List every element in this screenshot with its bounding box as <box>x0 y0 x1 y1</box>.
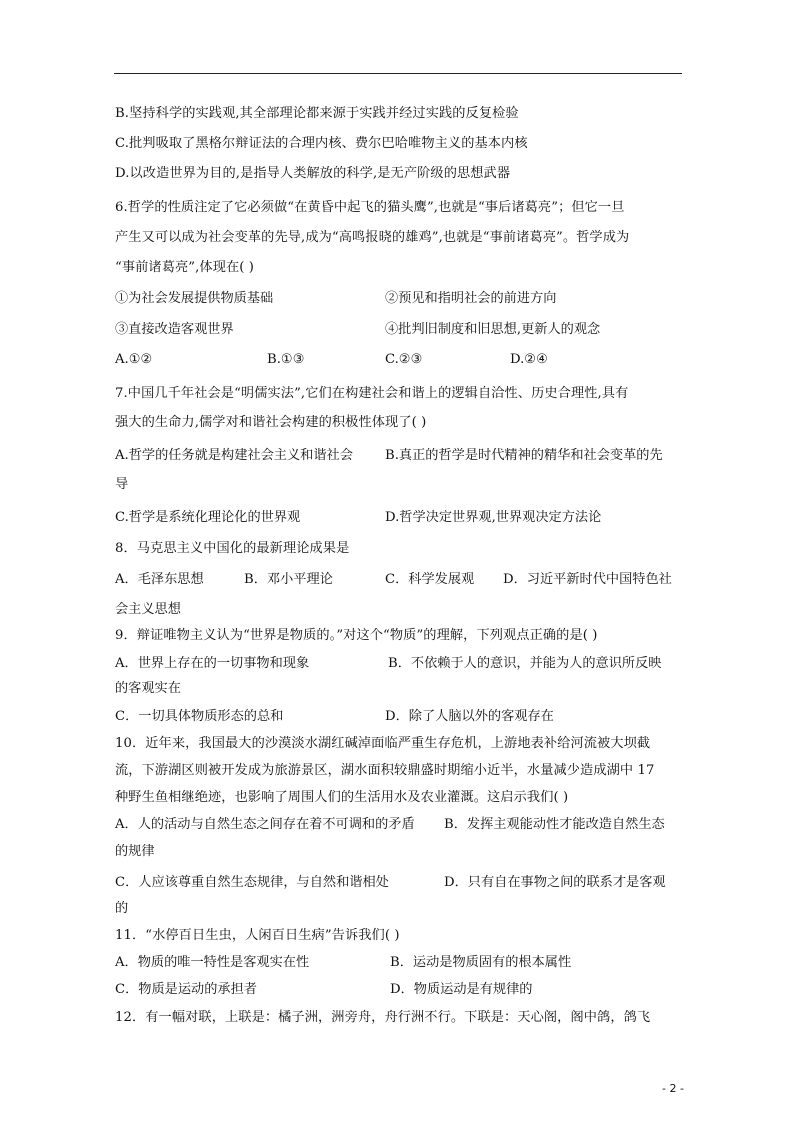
page-number: - 2 - <box>662 1082 684 1095</box>
q11-stem: 11．“水停百日生虫，人闲百日生病”告诉我们( ) <box>115 928 400 943</box>
q7-stem-line-1: 7.中国几千年社会是“明儒实法”,它们在构建社会和谐上的逻辑自洽性、历史合理性,具有 <box>115 386 629 401</box>
q7-option-b-cont: 导 <box>115 477 129 492</box>
q6-item-1: ①为社会发展提供物质基础 <box>115 291 274 306</box>
q10-option-c: C．人应该尊重自然生态规律，与自然和谐相处 <box>115 875 389 890</box>
q9-option-d: D．除了人脑以外的客观存在 <box>385 709 554 724</box>
q10-option-b-cont: 的规律 <box>115 844 155 859</box>
q8-option-d: D．习近平新时代中国特色社 <box>503 572 672 587</box>
q7-option-d: D.哲学决定世界观,世界观决定方法论 <box>385 510 602 525</box>
q6-stem-line-3: “事前诸葛亮”,体现在( ) <box>115 260 255 275</box>
q6-item-3: ③直接改造客观世界 <box>115 322 234 337</box>
q9-option-b: B．不依赖于人的意识，并能为人的意识所反映 <box>388 656 662 671</box>
q8-option-b: B．邓小平理论 <box>244 572 333 587</box>
q6-stem-line-1: 6.哲学的性质注定了它必须做“在黄昏中起飞的猫头鹰”,也就是“事后诸葛亮”；但它一旦 <box>115 200 625 215</box>
q6-option-d: D.②④ <box>510 352 548 367</box>
q6-item-2: ②预见和指明社会的前进方向 <box>385 291 557 306</box>
q6-option-a: A.①② <box>115 352 153 367</box>
q10-stem-line-1: 10．近年来，我国最大的沙漠淡水湖红碱淖面临严重生存危机，上游地表补给河流被大坝截 <box>115 736 651 751</box>
q8-option-c: C．科学发展观 <box>385 572 475 587</box>
q10-stem-line-3: 种野生鱼相继绝迹，也影响了周围人们的生活用水及农业灌溉。这启示我们( ) <box>115 790 569 805</box>
q6-option-c: C.②③ <box>385 352 423 367</box>
q5-option-c: C.批判吸取了黑格尔辩证法的合理内核、费尔巴哈唯物主义的基本内核 <box>115 136 528 151</box>
q7-option-a: A.哲学的任务就是构建社会主义和谐社会 <box>115 448 353 463</box>
q6-item-4: ④批判旧制度和旧思想,更新人的观念 <box>385 322 601 337</box>
q9-option-a: A．世界上存在的一切事物和现象 <box>115 656 310 671</box>
q10-option-a: A．人的活动与自然生态之间存在着不可调和的矛盾 <box>115 817 415 832</box>
q5-option-b: B.坚持科学的实践观,其全部理论都来源于实践并经过实践的反复检验 <box>115 106 519 121</box>
q8-stem: 8．马克思主义中国化的最新理论成果是 <box>115 541 350 556</box>
q6-option-b: B.①③ <box>267 352 305 367</box>
q7-stem-line-2: 强大的生命力,儒学对和谐社会构建的积极性体现了( ) <box>115 415 427 430</box>
q9-option-c: C．一切具体物质形态的总和 <box>115 709 284 724</box>
q7-option-c: C.哲学是系统化理论化的世界观 <box>115 510 301 525</box>
header-rule <box>114 73 682 74</box>
q7-option-b: B.真正的哲学是时代精神的精华和社会变革的先 <box>385 448 663 463</box>
q8-option-a: A．毛泽东思想 <box>115 572 204 587</box>
q10-option-d: D．只有自在事物之间的联系才是客观 <box>444 875 666 890</box>
q6-stem-line-2: 产生又可以成为社会变革的先导,成为“高鸣报晓的雄鸡”,也就是“事前诸葛亮”。哲学成为 <box>115 230 630 245</box>
q10-option-b: B．发挥主观能动性才能改造自然生态 <box>444 817 665 832</box>
q11-option-b: B．运动是物质固有的根本属性 <box>390 955 572 970</box>
q12-stem: 12．有一幅对联，上联是：橘子洲，洲旁舟，舟行洲不行。下联是：天心阁，阁中鸽，鸽飞 <box>115 1010 651 1025</box>
q11-option-c: C．物质是运动的承担者 <box>115 982 257 997</box>
q10-stem-line-2: 流，下游湖区则被开发成为旅游景区，湖水面积较鼎盛时期缩小近半，水量减少造成湖中 17 <box>115 763 655 778</box>
q11-option-a: A．物质的唯一特性是客观实在性 <box>115 955 310 970</box>
q5-option-d: D.以改造世界为目的,是指导人类解放的科学,是无产阶级的思想武器 <box>115 166 511 181</box>
q11-option-d: D．物质运动是有规律的 <box>390 982 533 997</box>
q9-option-b-cont: 的客观实在 <box>115 681 181 696</box>
q9-stem: 9．辩证唯物主义认为“世界是物质的。”对这个“物质”的理解，下列观点正确的是( ) <box>115 628 598 643</box>
q8-option-d-cont: 会主义思想 <box>115 602 181 617</box>
q10-option-d-cont: 的 <box>115 901 129 916</box>
